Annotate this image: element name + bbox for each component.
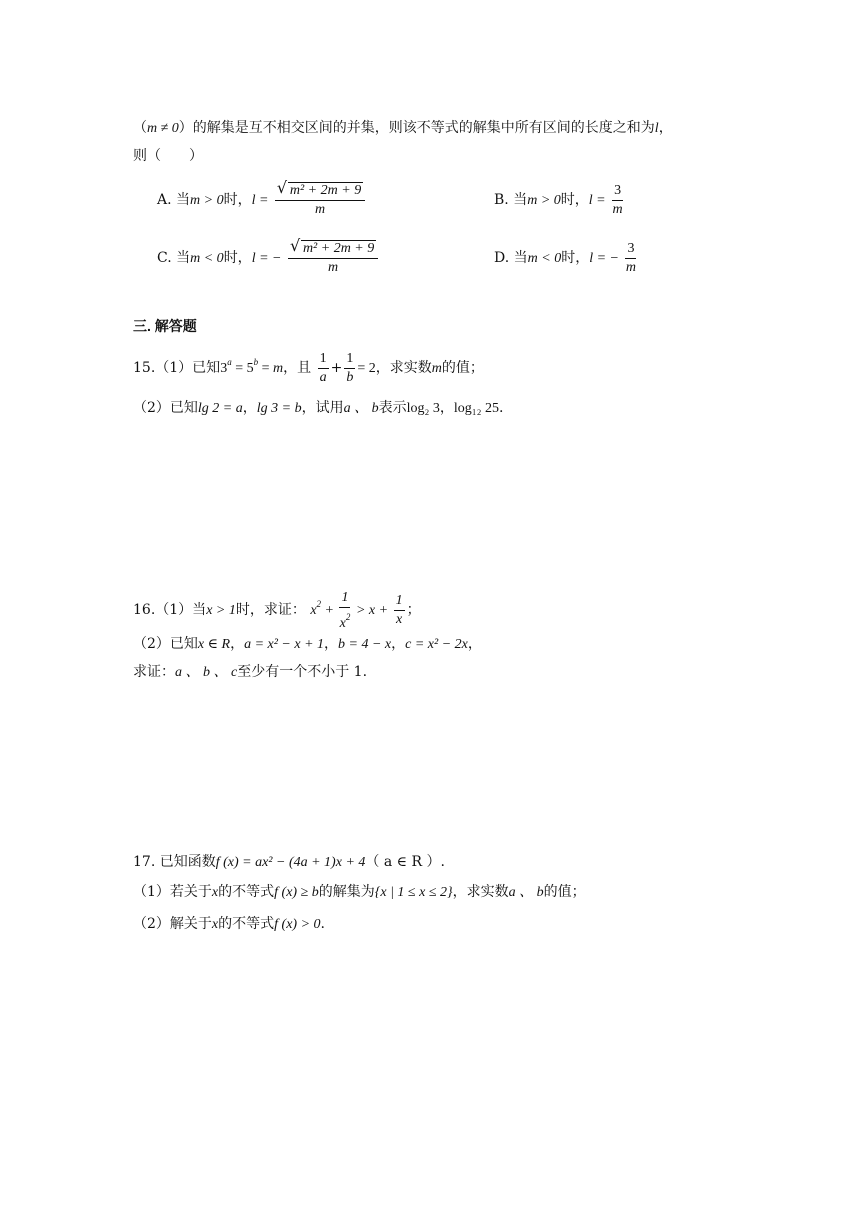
q16-part2: （2）已知x ∈ R，a = x² − x + 1，b = 4 − x，c = x² − 2x， <box>133 636 482 652</box>
q16-p1-cond: x > 1 <box>206 603 236 618</box>
q17-part1 <box>133 882 586 903</box>
section-title: 三. 解答题 <box>133 318 197 334</box>
option-a-lhs: l = <box>251 193 269 208</box>
q16-p3-abc: a 、 b 、 c <box>175 665 238 680</box>
option-b-shi: 时， <box>560 192 589 208</box>
q15-p1-text-d: 的值； <box>441 360 484 376</box>
q15-number: 15. <box>133 360 156 376</box>
option-a[interactable] <box>157 180 367 221</box>
q15-frac-1-over-a: $\frac{1}{a}$ <box>319 350 327 385</box>
q15-part2 <box>133 398 504 419</box>
q15-var-m: m <box>431 361 442 376</box>
q17-p1-text-a: （1）若关于 <box>133 884 212 900</box>
q16-part3 <box>133 662 367 683</box>
option-c-denominator: m <box>328 260 339 275</box>
option-c-shi: 时， <box>223 250 252 266</box>
question14-continuation <box>133 118 673 139</box>
q15-p1-text-c: ，求实数 <box>375 360 432 376</box>
option-c-fraction <box>288 236 378 277</box>
q17-p1-text-d: ，求实数 <box>452 884 509 900</box>
q16-inequality: $x^2$ + $\frac{1}{x^2}$ > x + $\frac{1}{x}$ <box>310 589 403 631</box>
option-c-lhs: l = − <box>251 251 282 266</box>
q17-p2-x: x <box>211 917 219 932</box>
option-c-numerator: m² + 2m + 9 <box>302 241 375 256</box>
option-d-when: 当 <box>513 250 528 266</box>
q17-p1-ineq: f (x) ≥ b <box>274 885 319 900</box>
q17-stem <box>133 852 445 873</box>
option-d-numerator: 3 <box>625 240 636 259</box>
q15-p2-comma: ， <box>242 400 257 416</box>
condition-m-neq-0: m ≠ 0 <box>147 121 179 136</box>
q17-p1-text-b: 的不等式 <box>218 884 275 900</box>
q16-p2-b-def: b = 4 − x <box>338 637 392 652</box>
option-a-cond: m > 0 <box>190 193 224 208</box>
option-d-lhs: l = − <box>589 251 619 266</box>
option-c-label: C. <box>157 250 172 266</box>
q15-p2-text-b: ，试用 <box>301 400 344 416</box>
option-b-label: B. <box>494 192 509 208</box>
option-d-denominator: m <box>625 259 637 275</box>
q16-p2-x-in-R: x ∈ R <box>197 637 231 652</box>
option-d-cond: m < 0 <box>527 251 562 266</box>
question14-then: 则（ ） <box>133 148 203 164</box>
q17-p1-set: {x | 1 ≤ x ≤ 2} <box>374 885 453 900</box>
option-d[interactable] <box>494 238 638 279</box>
q16-p2-text-a: （2）已知 <box>133 636 198 652</box>
option-c-when: 当 <box>176 250 191 266</box>
q17-p2-text-a: （2）解关于 <box>133 916 212 932</box>
q15-part1: 15.（1）已知$3^a = 5^b = m$，且 $\frac{1}{a}$ + $\frac{1}{b}$ = 2，求实数m的值； <box>133 350 484 385</box>
paren-open: （ <box>133 120 147 136</box>
option-b-fraction <box>612 182 623 219</box>
q16-number: 16. <box>133 602 156 618</box>
q16-p1-end: ； <box>406 602 421 618</box>
option-d-label: D. <box>494 250 510 266</box>
q16-p3-text: 求证： <box>133 664 175 680</box>
q17-p1-x: x <box>211 885 219 900</box>
option-b-denominator: m <box>612 201 623 217</box>
q17-number: 17. <box>133 854 156 870</box>
option-d-fraction <box>625 240 636 277</box>
option-b[interactable] <box>494 180 625 221</box>
q17-p2-end: . <box>320 916 325 932</box>
var-l: l <box>654 121 659 136</box>
q15-p2-text-c: 表示 <box>378 400 407 416</box>
sqrt-icon: √ m² + 2m + 9 <box>289 236 375 256</box>
option-b-when: 当 <box>513 192 528 208</box>
q15-sum-value: = 2 <box>357 361 376 376</box>
q17-stem-text-a: 已知函数 <box>159 854 216 870</box>
option-a-numerator: m² + 2m + 9 <box>289 183 362 198</box>
q17-p1-text-e: 的值； <box>543 884 586 900</box>
q17-part2 <box>133 914 325 935</box>
q15-p2-comma-2: ， <box>439 400 454 416</box>
q16-p2-a-def: a = x² − x + 1 <box>244 637 325 652</box>
option-a-label: A. <box>157 192 172 208</box>
q16-p2-c-def: c = x² − 2x <box>405 637 468 652</box>
q15-p2-log1: log₂ 3 <box>406 401 440 416</box>
intro-end: ， <box>658 120 673 136</box>
q16-p1-text-a: （1）当 <box>155 602 207 618</box>
q17-stem-text-b: （ a ∈ R ）. <box>365 854 445 870</box>
option-a-shi: 时， <box>223 192 252 208</box>
q17-p1-text-c: 的解集为 <box>318 884 375 900</box>
sqrt-icon: √ m² + 2m + 9 <box>276 178 362 198</box>
q17-p2-text-b: 的不等式 <box>218 916 275 932</box>
option-c[interactable] <box>157 238 380 279</box>
q15-frac-1-over-b: $\frac{1}{b}$ <box>346 350 354 385</box>
option-a-fraction <box>275 178 365 219</box>
q16-part1 <box>133 584 421 633</box>
option-a-when: 当 <box>176 192 191 208</box>
q16-p1-text-b: 时，求证： <box>235 602 306 618</box>
option-b-cond: m > 0 <box>527 193 561 208</box>
q15-p1-text-b: ，且 <box>283 360 312 376</box>
q15-p1-text-a: （1）已知 <box>155 360 221 376</box>
q15-p2-text-a: （2）已知 <box>133 400 198 416</box>
option-d-shi: 时， <box>561 250 590 266</box>
q15-p2-eq2: lg 3 = b <box>256 401 302 416</box>
q15-p2-end: . <box>499 400 504 416</box>
option-c-cond: m < 0 <box>190 251 224 266</box>
q15-p2-eq1: lg 2 = a <box>197 401 243 416</box>
option-b-numerator: 3 <box>612 182 623 201</box>
option-b-lhs: l = <box>588 193 606 208</box>
q15-p1-equation: $3^a = 5^b = m$ <box>220 357 284 376</box>
q16-p3-end: 至少有一个不小于 1. <box>237 664 368 680</box>
q15-p2-ab: a 、 b <box>343 401 379 416</box>
q15-p2-log2: log₁₂ 25 <box>453 401 500 416</box>
q17-p1-ab: a 、 b <box>508 885 544 900</box>
option-a-denominator: m <box>314 202 326 217</box>
q17-p2-ineq: f (x) > 0 <box>274 917 321 932</box>
q17-function: f (x) = ax² − (4a + 1)x + 4 <box>215 855 366 870</box>
intro-text: ）的解集是互不相交区间的并集，则该不等式的解集中所有区间的长度之和为 <box>178 120 655 136</box>
